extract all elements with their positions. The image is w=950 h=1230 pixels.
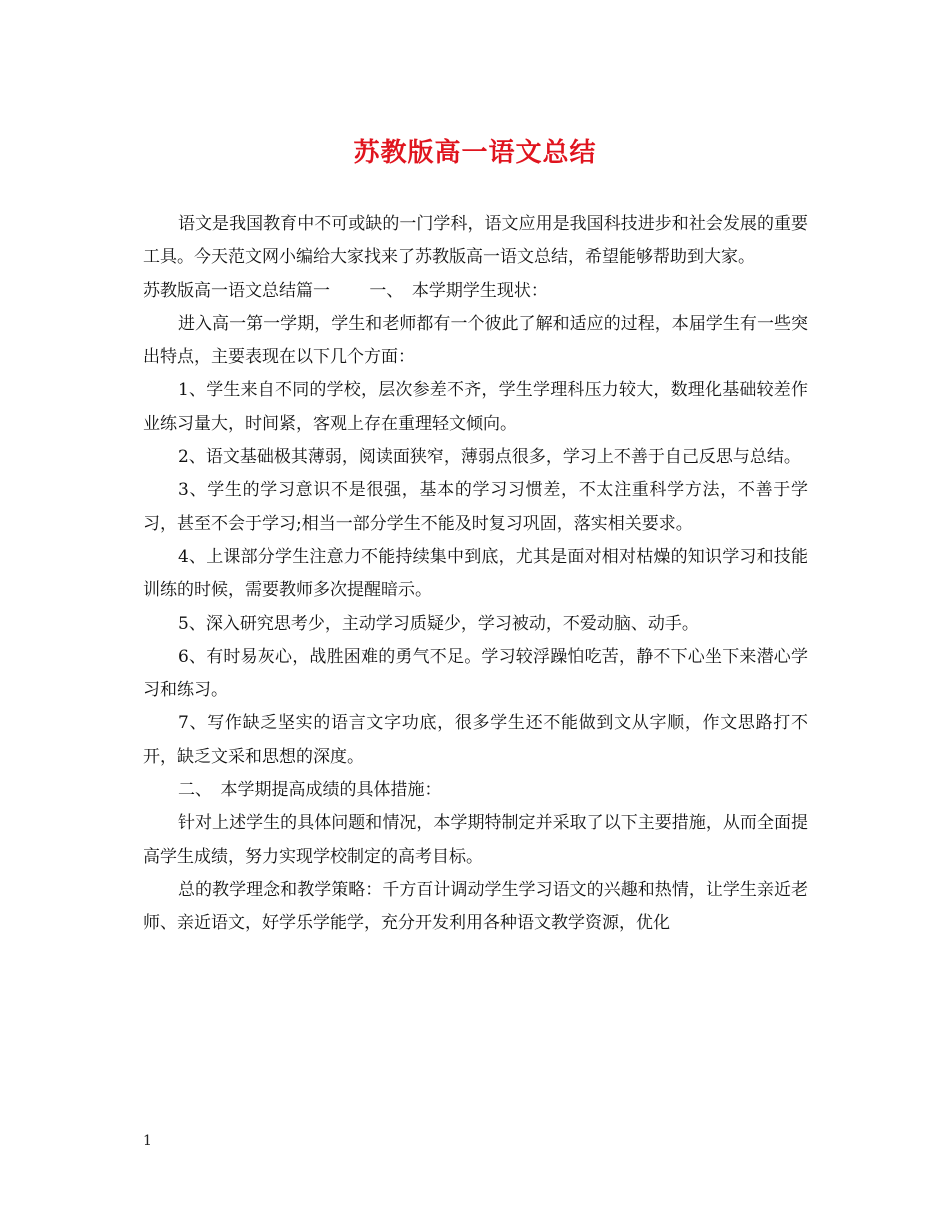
paragraph-intro: 语文是我国教育中不可或缺的一门学科，语文应用是我国科技进步和社会发展的重要工具。今天范文网小编给大家找来了苏教版高一语文总结，希望能够帮助到大家。 xyxy=(143,214,808,268)
page-number: 1 xyxy=(143,1133,152,1149)
list-item: 3、学生的学习意识不是很强，基本的学习习惯差，不太注重科学方法，不善于学习，甚至不会于学习;相当一部分学生不能及时复习巩固，落实相关要求。 xyxy=(143,480,808,534)
list-item: 2、语文基础极其薄弱，阅读面狭窄，薄弱点很多，学习上不善于自己反思与总结。 xyxy=(178,447,801,468)
paragraph: 总的教学理念和教学策略：千方百计调动学生学习语文的兴趣和热情，让学生亲近老师、亲近语文，好学乐学能学，充分开发利用各种语文教学资源，优化 xyxy=(143,879,808,934)
list-item: 4、上课部分学生注意力不能持续集中到底，尤其是面对相对枯燥的知识学习和技能训练的时候，需要教师多次提醒暗示。 xyxy=(143,546,808,601)
section-heading-one: 苏教版高一语文总结篇一 一、 本学期学生现状： xyxy=(143,280,548,301)
list-item: 5、深入研究思考少，主动学习质疑少，学习被动，不爱动脑、动手。 xyxy=(178,613,699,634)
document-body xyxy=(143,208,808,941)
list-item: 6、有时易灰心，战胜困难的勇气不足。学习较浮躁怕吃苦，静不下心坐下来潜心学习和练习。 xyxy=(143,646,808,701)
paragraph: 进入高一第一学期，学生和老师都有一个彼此了解和适应的过程，本届学生有一些突出特点，主要表现在以下几个方面： xyxy=(143,313,808,368)
document-title: 苏教版高一语文总结 xyxy=(353,138,597,168)
list-item: 1、学生来自不同的学校，层次参差不齐，学生学理科压力较大，数理化基础较差作业练习量大，时间紧，客观上存在重理轻文倾向。 xyxy=(143,380,808,434)
list-item: 7、写作缺乏坚实的语言文字功底，很多学生还不能做到文从字顺，作文思路打不开，缺乏文采和思想的深度。 xyxy=(143,713,808,767)
section-heading-two: 二、 本学期提高成绩的具体措施： xyxy=(178,780,442,801)
paragraph: 针对上述学生的具体问题和情况，本学期特制定并采取了以下主要措施，从而全面提高学生成绩，努力实现学校制定的高考目标。 xyxy=(143,813,808,867)
